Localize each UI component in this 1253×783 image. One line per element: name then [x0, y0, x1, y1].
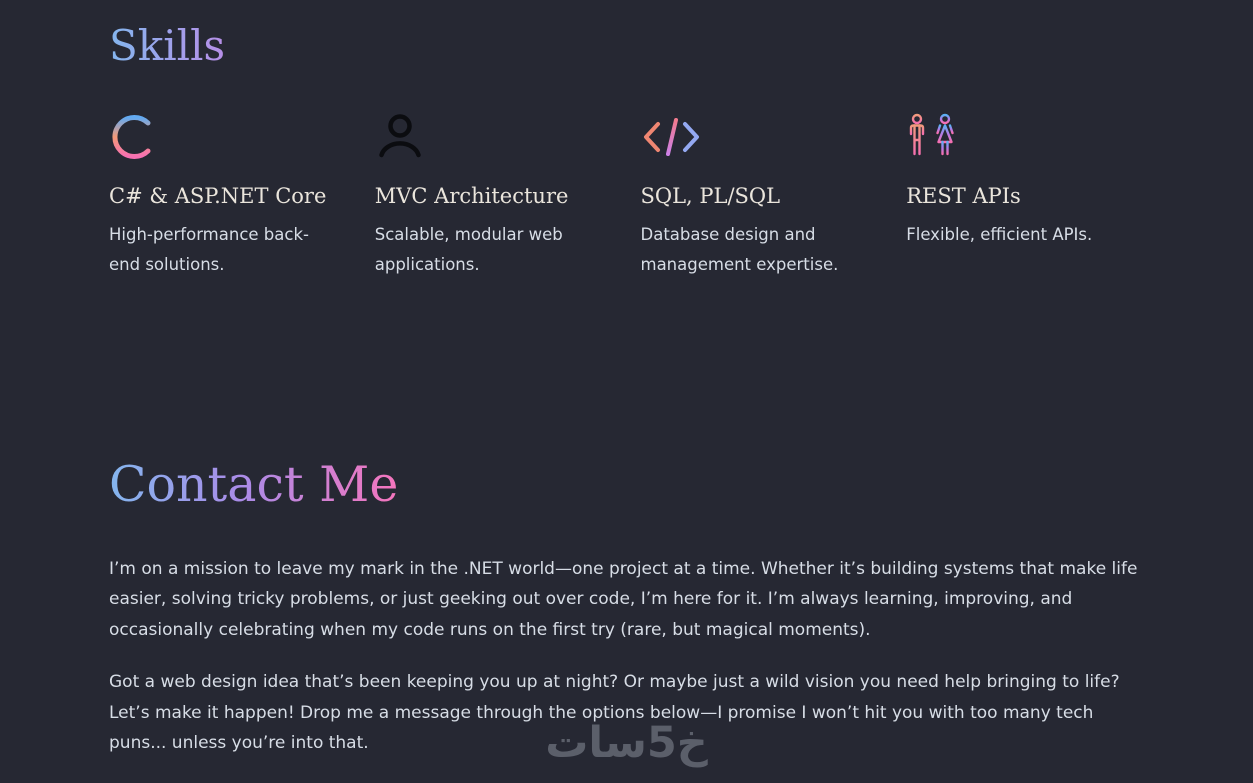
contact-paragraph-1: I’m on a mission to leave my mark in the .NET world—one project at a time. Whether it’s building systems that make life easier, solving tricky problems, or just geeking out over code, I’m here for it. I’m always learning, improving, and occasionally celebrating when my code runs on the first try (rare, but magical moments). [109, 558, 1138, 640]
skill-description: High-performance back-end solutions. [109, 225, 309, 275]
skill-card-rest [906, 109, 1144, 280]
code-brackets-icon [641, 109, 879, 165]
skill-title: REST APIs [906, 184, 1021, 209]
contact-section [109, 458, 1144, 759]
skill-card-csharp [109, 109, 347, 280]
letter-c-arc-icon [109, 109, 347, 165]
skill-title: SQL, PL/SQL [640, 184, 781, 209]
skill-description: Scalable, modular web applications. [374, 225, 563, 275]
skill-title: MVC Architecture [374, 184, 569, 209]
person-outline-icon [375, 109, 613, 165]
skill-description: Database design and management expertise. [640, 225, 839, 275]
page-content [109, 0, 1144, 759]
contact-paragraph-2: Got a web design idea that’s been keeping you up at night? Or maybe just a wild vision you need help bringing to life? Let’s make it happen! Drop me a message through the options below—I promise I won’t hit you with too many tech puns... unless you’re into that. [109, 672, 1120, 754]
skill-description: Flexible, efficient APIs. [906, 225, 1093, 245]
skill-title: C# & ASP.NET Core [109, 184, 327, 209]
skills-section [109, 22, 1144, 280]
contact-heading: Contact Me [109, 456, 399, 514]
skill-card-mvc [375, 109, 613, 280]
skills-heading: Skills [109, 21, 226, 70]
skill-card-sql [641, 109, 879, 280]
khamsat-watermark: خ5سات [545, 718, 708, 768]
restroom-figures-icon [906, 109, 1144, 165]
skills-grid [109, 109, 1144, 280]
